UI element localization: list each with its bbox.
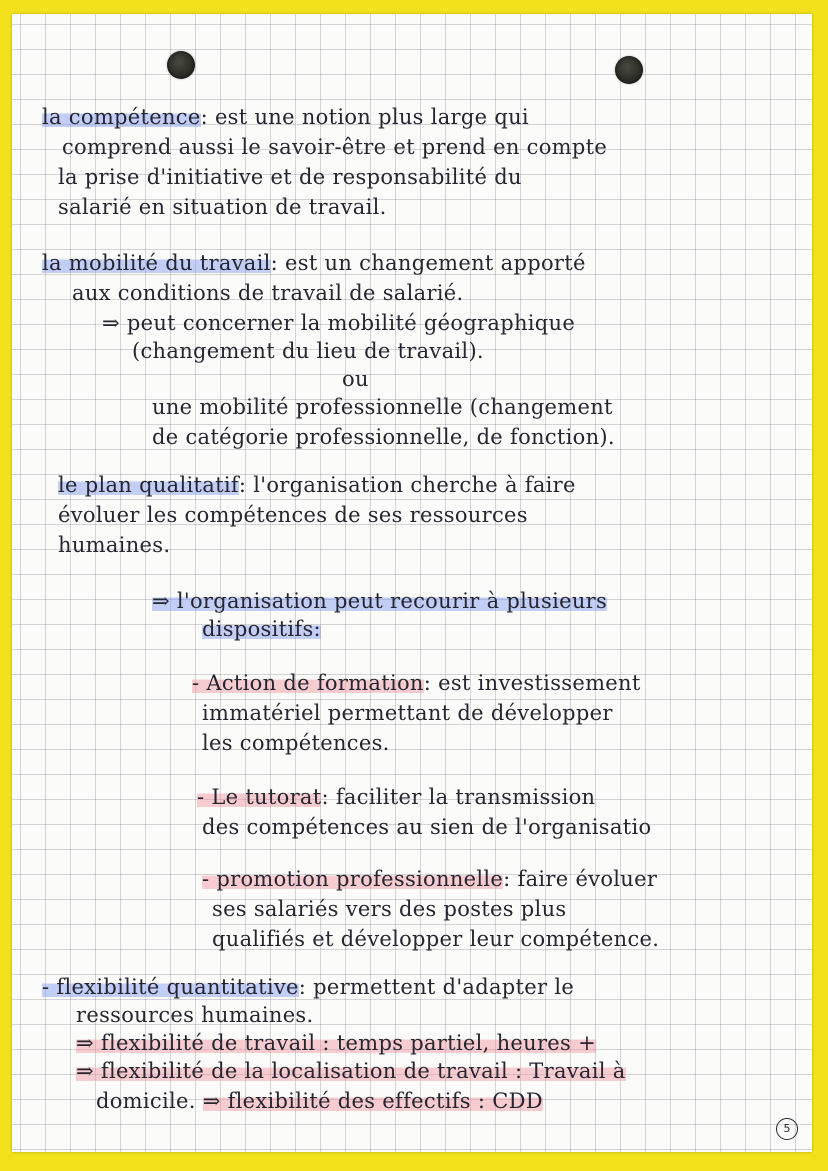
dispositifs-intro-2: dispositifs: [202,617,321,641]
mobilite-line-ou: ou [342,367,369,391]
flexibilite-line-3: ⇒ flexibilité de travail : temps partiel, heures + [76,1031,596,1055]
tutorat-line-2: des compétences au sien de l'organisatio [202,815,652,839]
formation-line-2: immatériel permettant de développer [202,701,613,725]
mobilite-line-4: (changement du lieu de travail). [132,339,484,363]
mobilite-term: la mobilité du travail [42,251,271,275]
mobilite-line-2: aux conditions de travail de salarié. [72,281,464,305]
competence-line-3: la prise d'initiative et de responsabilité du [58,165,522,189]
formation-line-3: les compétences. [202,731,390,755]
punch-hole-left [167,51,195,79]
promotion-line-1: - promotion professionnelle: faire évoluer [202,867,658,891]
competence-line-1: la compétence: est une notion plus large qui [42,105,529,129]
competence-term: la compétence [42,105,201,129]
notebook-page [12,14,812,1152]
punch-hole-right [615,56,643,84]
promotion-term: - promotion professionnelle [202,867,504,891]
plan-qualitatif-term: le plan qualitatif [58,473,239,497]
competence-line-4: salarié en situation de travail. [58,195,387,219]
formation-term: - Action de formation [192,671,424,695]
promotion-line-2: ses salariés vers des postes plus [212,897,567,921]
promotion-line-3: qualifiés et développer leur compétence. [212,927,660,951]
mobilite-line-6: de catégorie professionnelle, de fonction). [152,425,615,449]
plan-qualitatif-line-1: le plan qualitatif: l'organisation cherche à faire [58,473,576,497]
mobilite-line-3: ⇒ peut concerner la mobilité géographique [102,311,576,335]
flexibilite-line-4: ⇒ flexibilité de la localisation de travail : Travail à [76,1059,626,1083]
competence-line-2: comprend aussi le savoir-être et prend en compte [62,135,608,159]
formation-line-1: - Action de formation: est investissement [192,671,641,695]
flexibilite-line-2: ressources humaines. [76,1003,314,1027]
dispositifs-intro: ⇒ l'organisation peut recourir à plusieurs [152,589,608,613]
mobilite-line-1: la mobilité du travail: est un changement apporté [42,251,586,275]
plan-qualitatif-line-2: évoluer les compétences de ses ressources [58,503,528,527]
page-number: 5 [776,1118,798,1140]
tutorat-term: - Le tutorat [197,785,322,809]
flexibilite-line-5: domicile. ⇒ flexibilité des effectifs : CDD [96,1089,543,1113]
mobilite-line-5: une mobilité professionnelle (changement [152,395,613,419]
flexibilite-line-1: - flexibilité quantitative: permettent d'adapter le [42,975,575,999]
tutorat-line-1: - Le tutorat: faciliter la transmission [197,785,596,809]
flexibilite-term: - flexibilité quantitative [42,975,299,999]
plan-qualitatif-line-3: humaines. [58,533,171,557]
